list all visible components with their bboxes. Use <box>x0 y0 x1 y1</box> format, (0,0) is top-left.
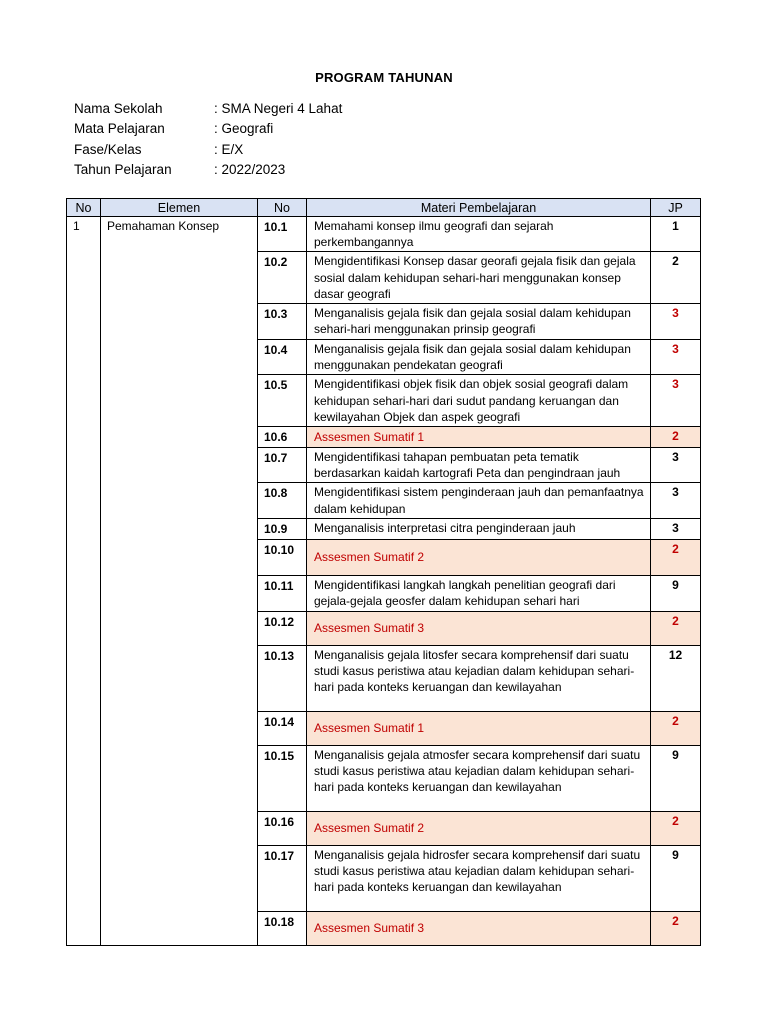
table-body <box>67 217 701 946</box>
row-materi: Menganalisis gejala hidrosfer secara komprehensif dari suatu studi kasus peristiwa atau kejadian dalam kehidupan sehari-hari pada konteks keruangan dan kewilayahan <box>307 845 651 911</box>
row-number: 10.16 <box>258 811 307 845</box>
row-number: 10.4 <box>258 340 307 375</box>
group-number: 1 <box>67 217 101 946</box>
info-row-class <box>74 139 342 160</box>
row-materi: Memahami konsep ilmu geografi dan sejarah perkembangannya <box>307 217 651 252</box>
row-number: 10.15 <box>258 745 307 811</box>
row-jp: 1 <box>651 217 701 252</box>
header-materi: Materi Pembelajaran <box>307 199 651 217</box>
info-value: : Geografi <box>214 121 274 137</box>
row-number: 10.9 <box>258 518 307 539</box>
header-elemen: Elemen <box>101 199 258 217</box>
info-label: Nama Sekolah <box>74 100 163 116</box>
info-label: Fase/Kelas <box>74 141 142 157</box>
row-number: 10.18 <box>258 911 307 945</box>
row-number: 10.2 <box>258 252 307 304</box>
row-number: 10.10 <box>258 539 307 575</box>
program-table <box>66 198 701 946</box>
row-number: 10.8 <box>258 483 307 518</box>
row-materi: Mengidentifikasi Konsep dasar georafi gejala fisik dan gejala sosial dalam kehidupan sehari-hari menggunakan konsep dasar geografi <box>307 252 651 304</box>
header-jp: JP <box>651 199 701 217</box>
info-value: : E/X <box>214 141 244 157</box>
row-materi: Menganalisis gejala fisik dan gejala sosial dalam kehidupan sehari-hari menggunakan prinsip geografi <box>307 304 651 340</box>
row-jp: 2 <box>651 539 701 575</box>
row-number: 10.1 <box>258 217 307 252</box>
row-materi: Mengidentifikasi langkah langkah penelitian geografi dari gejala-gejala geosfer dalam kehidupan sehari hari <box>307 575 651 611</box>
row-number: 10.14 <box>258 711 307 745</box>
row-jp: 2 <box>651 427 701 448</box>
row-materi: Assesmen Sumatif 1 <box>307 711 651 745</box>
info-row-school <box>74 98 342 119</box>
row-materi: Mengidentifikasi sistem penginderaan jauh dan pemanfaatnya dalam kehidupan <box>307 483 651 518</box>
row-number: 10.12 <box>258 611 307 645</box>
row-number: 10.17 <box>258 845 307 911</box>
info-value: : 2022/2023 <box>214 162 286 178</box>
row-materi: Menganalisis gejala fisik dan gejala sosial dalam kehidupan menggunakan pendekatan geografi <box>307 340 651 375</box>
row-number: 10.7 <box>258 448 307 483</box>
row-jp: 2 <box>651 252 701 304</box>
row-jp: 3 <box>651 340 701 375</box>
row-jp: 9 <box>651 575 701 611</box>
row-jp: 12 <box>651 645 701 711</box>
row-materi: Menganalisis gejala atmosfer secara komprehensif dari suatu studi kasus peristiwa atau kejadian dalam kehidupan sehari-hari pada konteks keruangan dan kewilayahan <box>307 745 651 811</box>
row-materi: Menganalisis interpretasi citra penginderaan jauh <box>307 518 651 539</box>
row-materi: Assesmen Sumatif 2 <box>307 811 651 845</box>
row-jp: 2 <box>651 911 701 945</box>
row-jp: 2 <box>651 711 701 745</box>
row-materi: Assesmen Sumatif 1 <box>307 427 651 448</box>
row-number: 10.11 <box>258 575 307 611</box>
row-jp: 3 <box>651 304 701 340</box>
table-header-row <box>67 199 701 217</box>
row-materi: Mengidentifikasi objek fisik dan objek sosial geografi dalam kehidupan sehari-hari dari sudut pandang keruangan dan kewilayahan Objek dan aspek geografi <box>307 375 651 427</box>
info-value: : SMA Negeri 4 Lahat <box>214 100 343 116</box>
header-sub-no: No <box>258 199 307 217</box>
row-jp: 2 <box>651 611 701 645</box>
row-jp: 3 <box>651 375 701 427</box>
row-number: 10.5 <box>258 375 307 427</box>
group-elemen: Pemahaman Konsep <box>101 217 258 946</box>
row-materi: Assesmen Sumatif 3 <box>307 911 651 945</box>
row-jp: 3 <box>651 518 701 539</box>
row-number: 10.6 <box>258 427 307 448</box>
row-number: 10.13 <box>258 645 307 711</box>
row-number: 10.3 <box>258 304 307 340</box>
row-jp: 3 <box>651 483 701 518</box>
school-info <box>74 98 342 180</box>
info-label: Tahun Pelajaran <box>74 162 172 178</box>
row-jp: 3 <box>651 448 701 483</box>
row-jp: 9 <box>651 845 701 911</box>
row-materi: Assesmen Sumatif 3 <box>307 611 651 645</box>
info-row-year <box>74 160 342 181</box>
row-materi: Mengidentifikasi tahapan pembuatan peta tematik berdasarkan kaidah kartografi Peta dan pengindraan jauh <box>307 448 651 483</box>
info-row-subject <box>74 119 342 140</box>
row-jp: 2 <box>651 811 701 845</box>
row-jp: 9 <box>651 745 701 811</box>
row-materi: Assesmen Sumatif 2 <box>307 539 651 575</box>
row-materi: Menganalisis gejala litosfer secara komprehensif dari suatu studi kasus peristiwa atau kejadian dalam kehidupan sehari-hari pada konteks keruangan dan kewilayahan <box>307 645 651 711</box>
table-row <box>67 217 701 252</box>
header-no: No <box>67 199 101 217</box>
document-title: PROGRAM TAHUNAN <box>315 70 453 85</box>
info-label: Mata Pelajaran <box>74 121 165 137</box>
